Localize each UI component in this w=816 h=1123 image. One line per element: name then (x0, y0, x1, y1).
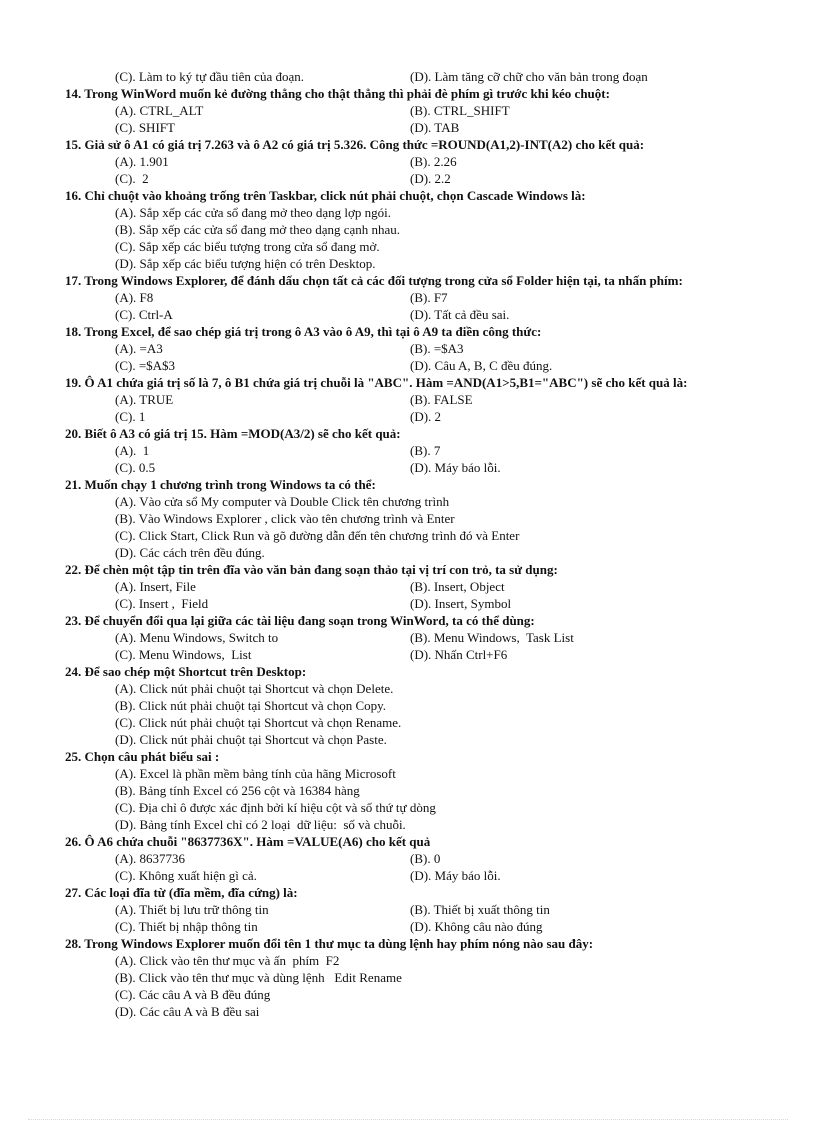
answer-option: (A). Excel là phần mềm bảng tính của hãng Microsoft (115, 766, 396, 781)
answer-option: (B). FALSE (410, 392, 473, 407)
answer-option: (D). Máy báo lỗi. (410, 460, 501, 475)
option-row (115, 595, 755, 612)
question-block (65, 663, 755, 748)
answer-option: (B). F7 (410, 290, 448, 305)
option-row (115, 646, 755, 663)
question-text: 16. Chỉ chuột vào khoảng trống trên Taskbar, click nút phải chuột, chọn Cascade Windows là: (65, 188, 586, 203)
question-text: 23. Để chuyển đổi qua lại giữa các tài liệu đang soạn trong WinWord, ta có thể dùng: (65, 613, 535, 628)
answer-option: (A). 1 (115, 443, 150, 458)
answer-option: (A). F8 (115, 290, 154, 305)
question-text: 14. Trong WinWord muốn kẻ đường thẳng cho thật thẳng thì phải đè phím gì trước khi kéo chuột: (65, 86, 610, 101)
question-block (65, 935, 755, 1020)
option-row (115, 170, 755, 187)
answer-option: (A). 1.901 (115, 154, 169, 169)
answer-option: (D). Các cách trên đều đúng. (115, 545, 265, 560)
answer-option: (D). Câu A, B, C đều đúng. (410, 358, 553, 373)
lead-options (115, 68, 755, 85)
question-text: 22. Để chèn một tập tin trên đĩa vào văn bản đang soạn thảo tại vị trí con trỏ, ta sử dụng: (65, 562, 558, 577)
answer-option: (C). Menu Windows, List (115, 647, 252, 662)
answer-option: (A). Click vào tên thư mục và ấn phím F2 (115, 953, 340, 968)
option-row (115, 391, 755, 408)
option-row (115, 578, 755, 595)
option-row (115, 357, 755, 374)
option-c: (C). Làm to ký tự đầu tiên của đoạn. (115, 69, 304, 84)
question-block (65, 425, 755, 476)
answer-option: (C). Ctrl-A (115, 307, 173, 322)
answer-option: (C). Insert , Field (115, 596, 209, 611)
question-text: 19. Ô A1 chứa giá trị số là 7, ô B1 chứa giá trị chuỗi là "ABC". Hàm =AND(A1>5,B1="ABC") sẽ cho kết quả là: (65, 375, 688, 390)
answer-option: (A). CTRL_ALT (115, 103, 204, 118)
question-text: 21. Muốn chạy 1 chương trình trong Windows ta có thể: (65, 477, 376, 492)
option-row (115, 153, 755, 170)
question-text: 18. Trong Excel, để sao chép giá trị trong ô A3 vào ô A9, thì tại ô A9 ta điền công thức: (65, 324, 542, 339)
answer-option: (C). =$A$3 (115, 358, 176, 373)
answer-option: (D). Tất cả đều sai. (410, 307, 510, 322)
answer-option: (D). 2.2 (410, 171, 451, 186)
question-text: 28. Trong Windows Explorer muốn đổi tên 1 thư mục ta dùng lệnh hay phím nóng nào sau đây: (65, 936, 594, 951)
answer-option: (D). Nhấn Ctrl+F6 (410, 647, 508, 662)
answer-option: (B). Vào Windows Explorer , click vào tên chương trình và Enter (115, 511, 455, 526)
question-block (65, 136, 755, 187)
answer-option: (D). Bảng tính Excel chỉ có 2 loại dữ liệu: số và chuỗi. (115, 817, 406, 832)
answer-option: (A). Click nút phải chuột tại Shortcut và chọn Delete. (115, 681, 394, 696)
question-block (65, 476, 755, 561)
option-row (115, 442, 755, 459)
answer-option: (B). CTRL_SHIFT (410, 103, 510, 118)
question-block (65, 748, 755, 833)
answer-option: (D). Insert, Symbol (410, 596, 512, 611)
question-block (65, 374, 755, 425)
question-block (65, 612, 755, 663)
question-text: 27. Các loại đĩa từ (đĩa mềm, đĩa cứng) là: (65, 885, 298, 900)
answer-option: (D). Không câu nào đúng (410, 919, 543, 934)
page-border (28, 1119, 788, 1120)
answer-option: (A). =A3 (115, 341, 163, 356)
answer-option: (B). 2.26 (410, 154, 457, 169)
option-row (115, 306, 755, 323)
answer-option: (B). Click nút phải chuột tại Shortcut và chọn Copy. (115, 698, 387, 713)
answer-option: (C). 1 (115, 409, 146, 424)
question-text: 25. Chọn câu phát biểu sai : (65, 749, 220, 764)
answer-option: (B). Menu Windows, Task List (410, 630, 574, 645)
answer-option: (B). 7 (410, 443, 441, 458)
option-row (115, 459, 755, 476)
answer-option: (A). Vào cửa sổ My computer và Double Click tên chương trình (115, 494, 450, 509)
answer-option: (D). Các câu A và B đều sai (115, 1004, 260, 1019)
answer-option: (C). Địa chỉ ô được xác định bởi kí hiệu cột và số thứ tự dòng (115, 800, 436, 815)
answer-option: (A). Sắp xếp các cửa sổ đang mở theo dạng lợp ngói. (115, 205, 392, 220)
answer-option: (C). SHIFT (115, 120, 175, 135)
question-list (65, 68, 755, 1020)
answer-option: (C). Không xuất hiện gì cả. (115, 868, 257, 883)
answer-option: (B). Insert, Object (410, 579, 505, 594)
answer-option: (A). TRUE (115, 392, 174, 407)
question-text: 26. Ô A6 chứa chuỗi "8637736X". Hàm =VALUE(A6) cho kết quả (65, 834, 431, 849)
answer-option: (D). Sắp xếp các biểu tượng hiện có trên Desktop. (115, 256, 376, 271)
option-row (115, 901, 755, 918)
option-row (115, 102, 755, 119)
answer-option: (D). Máy báo lỗi. (410, 868, 501, 883)
option-row (115, 408, 755, 425)
answer-option: (B). Click vào tên thư mục và dùng lệnh Edit Rename (115, 970, 402, 985)
answer-option: (C). Sắp xếp các biểu tượng trong cửa sổ đang mở. (115, 239, 380, 254)
answer-option: (B). Sắp xếp các cửa sổ đang mở theo dạng cạnh nhau. (115, 222, 401, 237)
question-block (65, 884, 755, 935)
question-block (65, 187, 755, 272)
answer-option: (C). 2 (115, 171, 149, 186)
option-row (115, 867, 755, 884)
question-text: 15. Giả sử ô A1 có giá trị 7.263 và ô A2 có giá trị 5.326. Công thức =ROUND(A1,2)-INT(A2) cho kết quả: (65, 137, 645, 152)
option-row (115, 850, 755, 867)
question-block (65, 561, 755, 612)
option-row (115, 340, 755, 357)
answer-option: (B). Bảng tính Excel có 256 cột và 16384 hàng (115, 783, 360, 798)
answer-option: (D). 2 (410, 409, 442, 424)
question-block (65, 323, 755, 374)
question-text: 20. Biết ô A3 có giá trị 15. Hàm =MOD(A3/2) sẽ cho kết quả: (65, 426, 401, 441)
question-block (65, 272, 755, 323)
answer-option: (C). 0.5 (115, 460, 156, 475)
answer-option: (D). Click nút phải chuột tại Shortcut và chọn Paste. (115, 732, 387, 747)
question-text: 17. Trong Windows Explorer, để đánh dấu chọn tất cả các đối tượng trong cửa sổ Folder hiện tại, ta nhấn phím: (65, 273, 683, 288)
answer-option: (A). 8637736 (115, 851, 186, 866)
option-row (115, 289, 755, 306)
question-block (65, 85, 755, 136)
answer-option: (C). Click Start, Click Run và gõ đường dẫn đến tên chương trình đó và Enter (115, 528, 520, 543)
option-d: (D). Làm tăng cỡ chữ cho văn bản trong đoạn (410, 69, 648, 84)
answer-option: (B). Thiết bị xuất thông tin (410, 902, 550, 917)
answer-option: (B). 0 (410, 851, 441, 866)
answer-option: (B). =$A3 (410, 341, 464, 356)
answer-option: (C). Click nút phải chuột tại Shortcut và chọn Rename. (115, 715, 402, 730)
answer-option: (D). TAB (410, 120, 460, 135)
answer-option: (A). Thiết bị lưu trữ thông tin (115, 902, 269, 917)
question-text: 24. Để sao chép một Shortcut trên Desktop: (65, 664, 307, 679)
answer-option: (C). Các câu A và B đều đúng (115, 987, 271, 1002)
answer-option: (C). Thiết bị nhập thông tin (115, 919, 258, 934)
option-row (115, 629, 755, 646)
question-block (65, 833, 755, 884)
option-row (115, 119, 755, 136)
option-row (115, 918, 755, 935)
answer-option: (A). Insert, File (115, 579, 196, 594)
answer-option: (A). Menu Windows, Switch to (115, 630, 279, 645)
